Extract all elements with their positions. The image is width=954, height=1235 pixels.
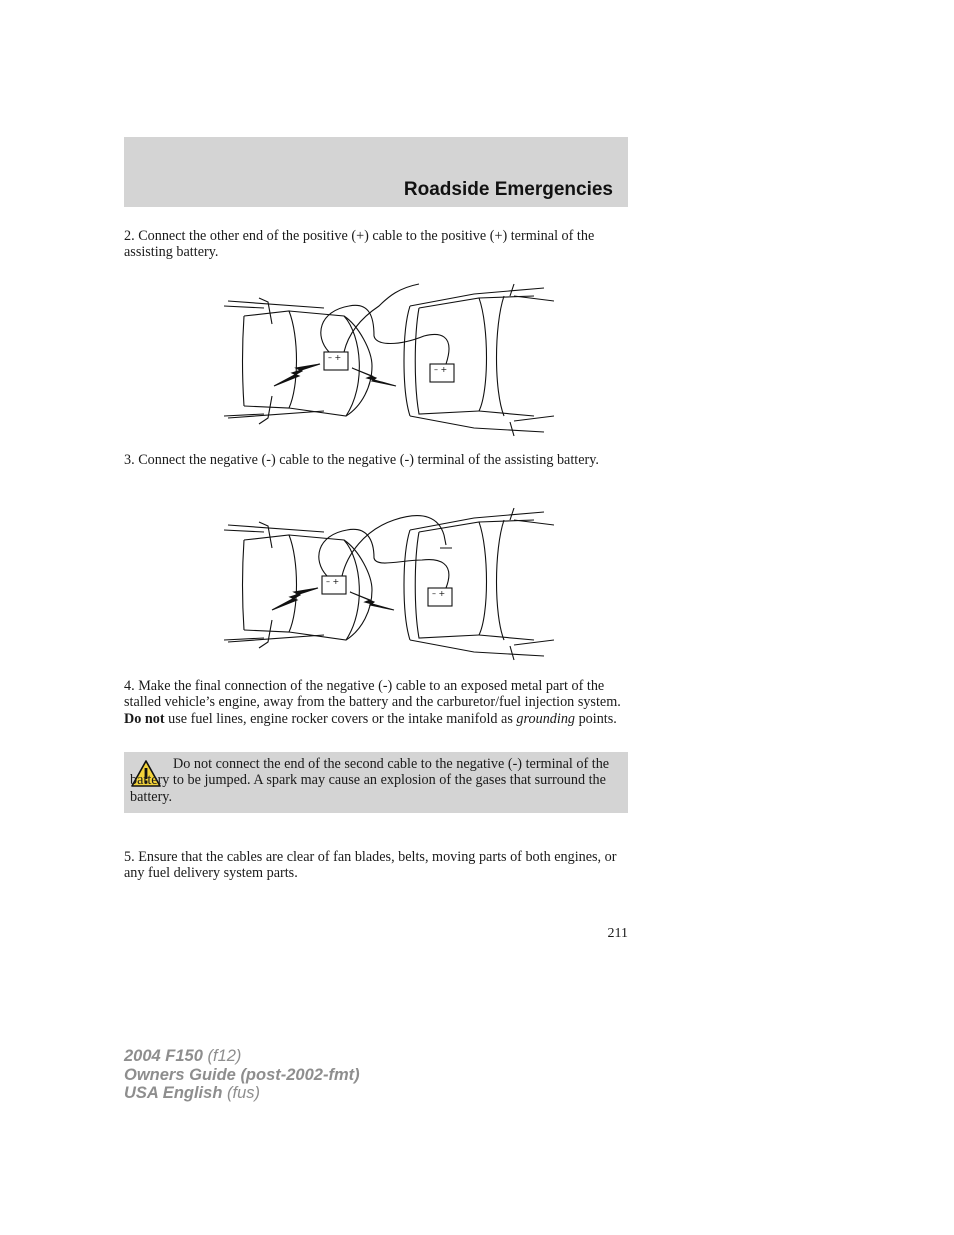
- battery-terminal-label: – +: [328, 353, 342, 362]
- step-5-text: 5. Ensure that the cables are clear of fan blades, belts, moving parts of both engines, or any fuel delivery system parts.: [124, 849, 617, 882]
- battery-terminal-label: – +: [432, 589, 446, 598]
- step-4-text-part: 4. Make the final connection of the negative (-) cable to an exposed metal part of the stalled vehicle’s engine, away from the battery and the carburetor/fuel injection system.: [124, 678, 621, 711]
- footer-line-language: [124, 1084, 360, 1103]
- footer-model: 2004 F150: [124, 1047, 203, 1065]
- step-2-text: 2. Connect the other end of the positive (+) cable to the positive (+) terminal of the assisting battery.: [124, 228, 595, 261]
- document-footer: [124, 1047, 360, 1103]
- jump-start-positive-connection-illustration: [224, 276, 554, 441]
- footer-line-model: [124, 1047, 360, 1066]
- page-number: 211: [607, 926, 628, 941]
- jump-start-negative-connection-illustration: [224, 500, 554, 665]
- footer-language: USA English: [124, 1084, 223, 1102]
- step-4-text: [124, 678, 629, 727]
- footer-language-code: (fus): [222, 1084, 260, 1102]
- step-4-text-part: use fuel lines, engine rocker covers or the intake manifold as: [164, 710, 517, 727]
- section-header: [124, 137, 628, 207]
- section-title: Roadside Emergencies: [403, 179, 613, 200]
- warning-box: [124, 752, 628, 813]
- battery-terminal-label: – +: [434, 365, 448, 374]
- step-4-emphasis: Do not: [124, 710, 165, 727]
- footer-line-guide: Owners Guide (post-2002-fmt): [124, 1065, 360, 1084]
- step-4-text-part: points.: [575, 710, 617, 727]
- step-4-italic-term: grounding: [516, 710, 576, 727]
- warning-text: Do not connect the end of the second cable to the negative (-) terminal of the battery to be jumped. A spark may cause an explosion of the gases that surround the battery.: [130, 756, 610, 805]
- battery-terminal-label: – +: [326, 577, 340, 586]
- step-3-text: 3. Connect the negative (-) cable to the negative (-) terminal of the assisting battery.: [124, 452, 599, 468]
- footer-model-code: (f12): [202, 1047, 242, 1065]
